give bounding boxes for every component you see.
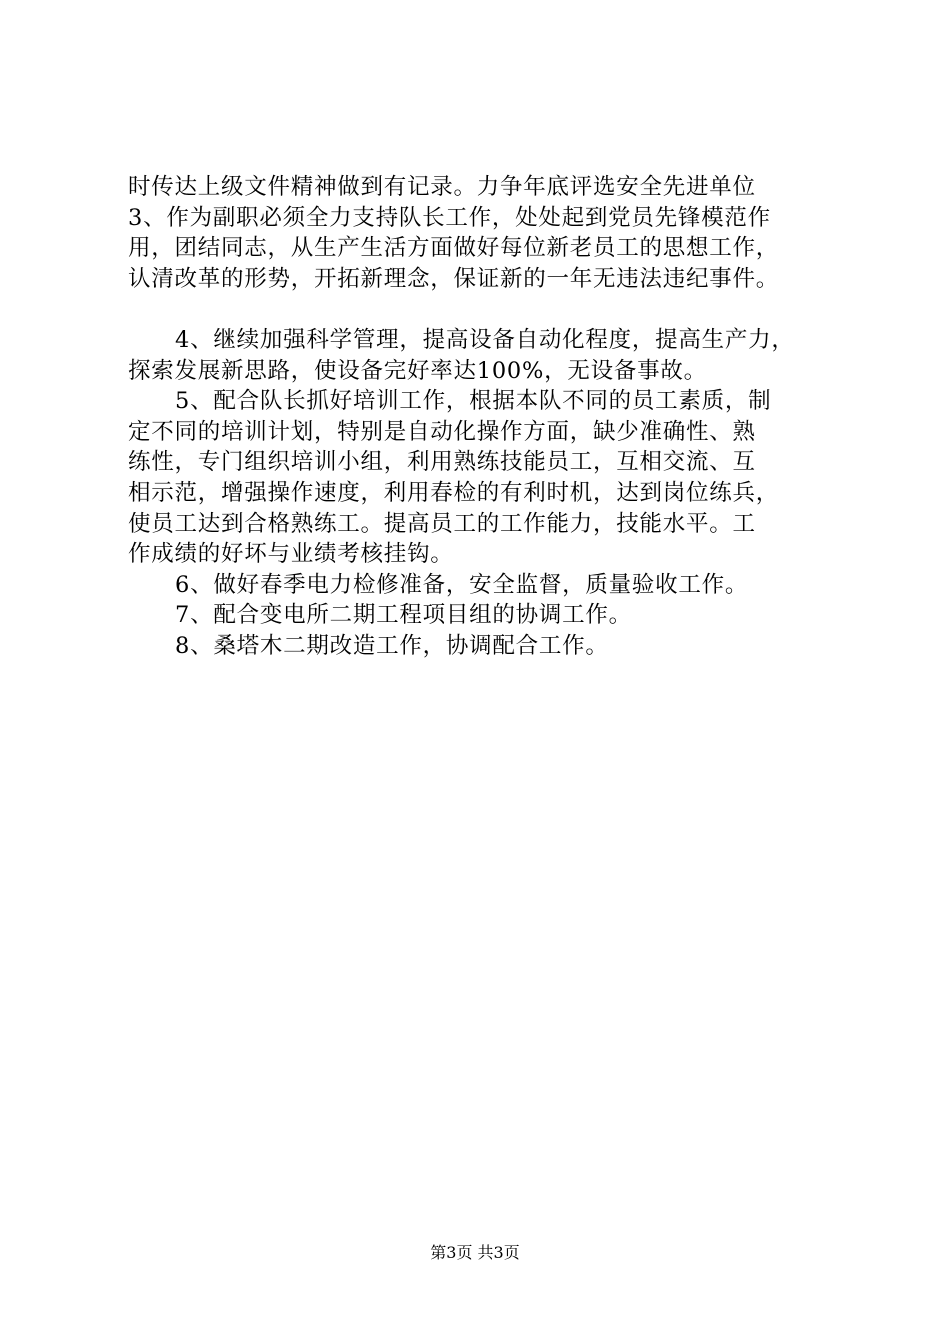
text-line: 认清改革的形势，开拓新理念，保证新的一年无违法违纪事件。 [128,265,780,292]
text-line: 作成绩的好坏与业绩考核挂钩。 [128,541,454,568]
page-number-label: 第3页 共3页 [430,1243,520,1262]
text-line: 3、作为副职必须全力支持队长工作，处处起到党员先锋模范作 [128,204,771,231]
text-line: 相示范，增强操作速度，利用春检的有利时机，达到岗位练兵， [128,479,780,506]
text-line: 4、继续加强科学管理，提高设备自动化程度，提高生产力， [175,326,795,353]
text-line: 时传达上级文件精神做到有记录。力争年底评选安全先进单位 [128,174,756,200]
text-line: 练性，专门组织培训小组，利用熟练技能员工，互相交流、互 [128,449,756,476]
text-line: 5、配合队长抓好培训工作，根据本队不同的员工素质，制 [175,388,772,415]
paragraph-gap [128,294,858,325]
page-footer [0,1242,950,1264]
text-line: 6、做好春季电力检修准备，安全监督，质量验收工作。 [175,571,749,598]
text-line: 8、桑塔木二期改造工作，协调配合工作。 [175,632,609,659]
text-line: 探索发展新思路，使设备完好率达100%，无设备事故。 [128,357,707,384]
document-body [128,172,858,662]
text-line: 用，团结同志，从生产生活方面做好每位新老员工的思想工作， [128,235,780,262]
text-line: 使员工达到合格熟练工。提高员工的工作能力，技能水平。工 [128,510,756,537]
text-line: 7、配合变电所二期工程项目组的协调工作。 [175,602,632,629]
text-line: 定不同的培训计划，特别是自动化操作方面，缺少准确性、熟 [128,418,756,445]
